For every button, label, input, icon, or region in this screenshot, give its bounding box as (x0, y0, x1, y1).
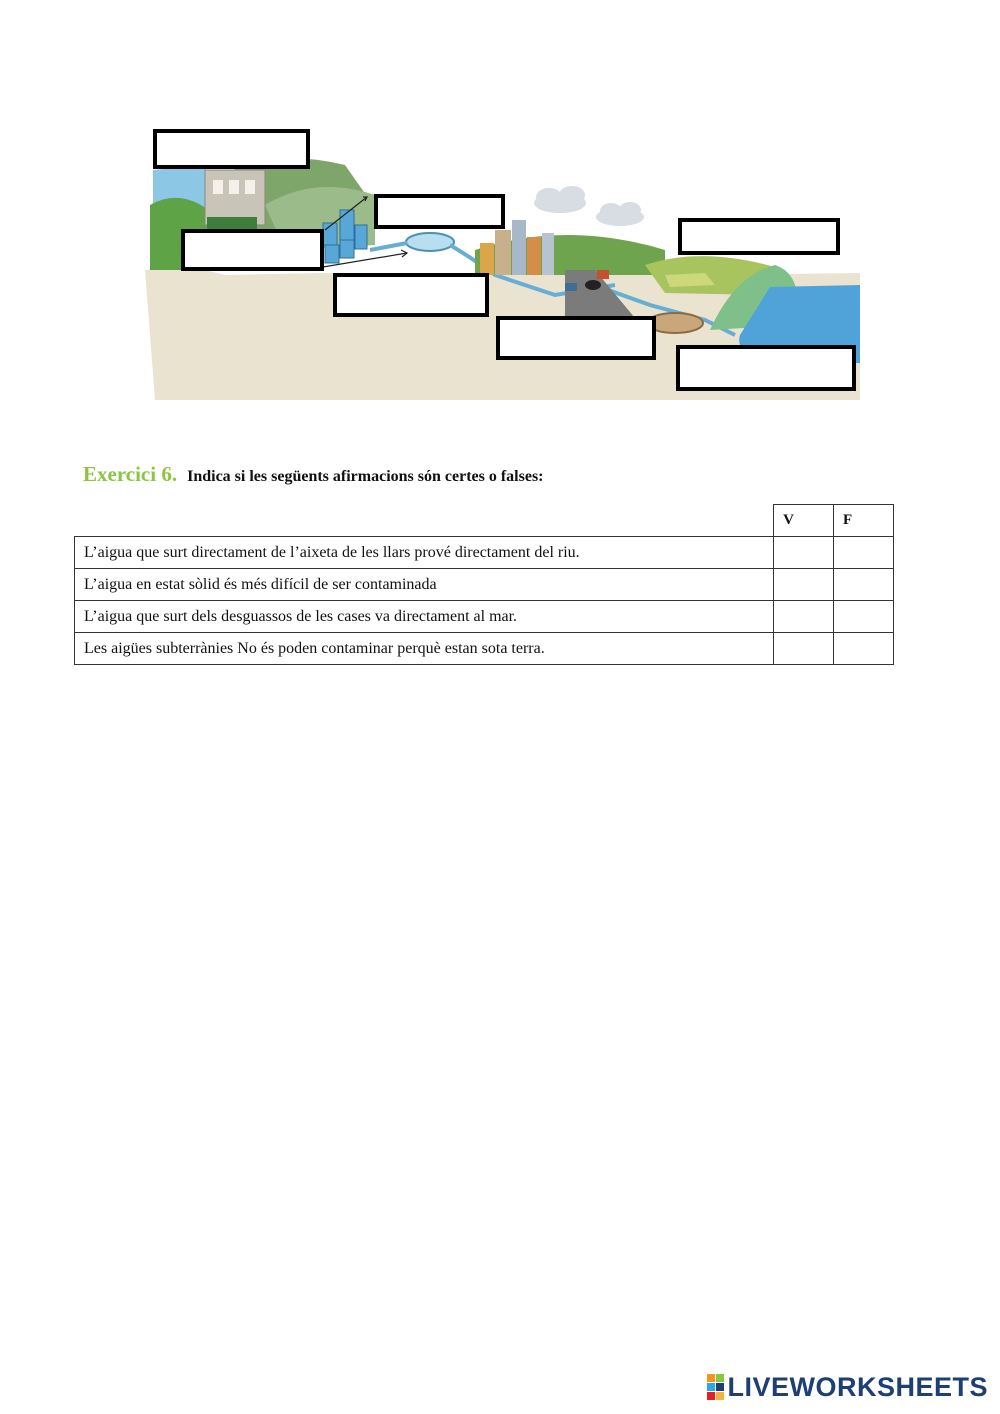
exercise-heading (83, 462, 544, 487)
answer-box-3[interactable] (181, 229, 324, 271)
answer-box-6[interactable] (496, 316, 656, 360)
header-cell-empty (75, 505, 774, 537)
answer-box-7[interactable] (676, 345, 856, 391)
answer-cell-v[interactable] (774, 633, 834, 665)
table-row (75, 569, 894, 601)
dam-icon (205, 170, 265, 235)
exercise-label: Exercici 6. (83, 462, 178, 486)
answer-cell-v[interactable] (774, 601, 834, 633)
header-cell-v: V (774, 505, 834, 537)
answer-box-1[interactable] (153, 129, 310, 169)
answer-cell-f[interactable] (834, 569, 894, 601)
answer-cell-f[interactable] (834, 601, 894, 633)
header-cell-f: F (834, 505, 894, 537)
cloud-icon (534, 186, 644, 226)
table-row (75, 601, 894, 633)
brand-logo (707, 1372, 988, 1402)
answer-cell-f[interactable] (834, 537, 894, 569)
true-false-table (74, 504, 894, 665)
treatment-tank-icon (406, 233, 454, 251)
answer-cell-f[interactable] (834, 633, 894, 665)
statement-cell: L’aigua que surt dels desguassos de les cases va directament al mar. (75, 601, 774, 633)
answer-box-2[interactable] (374, 194, 505, 229)
exercise-instruction: Indica si les següents afirmacions són certes o falses: (187, 468, 544, 485)
answer-cell-v[interactable] (774, 537, 834, 569)
statement-cell: L’aigua que surt directament de l’aixeta de les llars prové directament del riu. (75, 537, 774, 569)
answer-box-4[interactable] (678, 218, 840, 255)
answer-cell-v[interactable] (774, 569, 834, 601)
table-row (75, 537, 894, 569)
brand-name: LIVEWORKSHEETS (727, 1371, 988, 1402)
table-row (75, 633, 894, 665)
liveworksheets-logo-icon (707, 1374, 724, 1400)
statement-cell: Les aigües subterrànies No és poden contaminar perquè estan sota terra. (75, 633, 774, 665)
statement-cell: L’aigua en estat sòlid és més difícil de ser contaminada (75, 569, 774, 601)
table-header-row (75, 505, 894, 537)
answer-box-5[interactable] (333, 273, 489, 317)
